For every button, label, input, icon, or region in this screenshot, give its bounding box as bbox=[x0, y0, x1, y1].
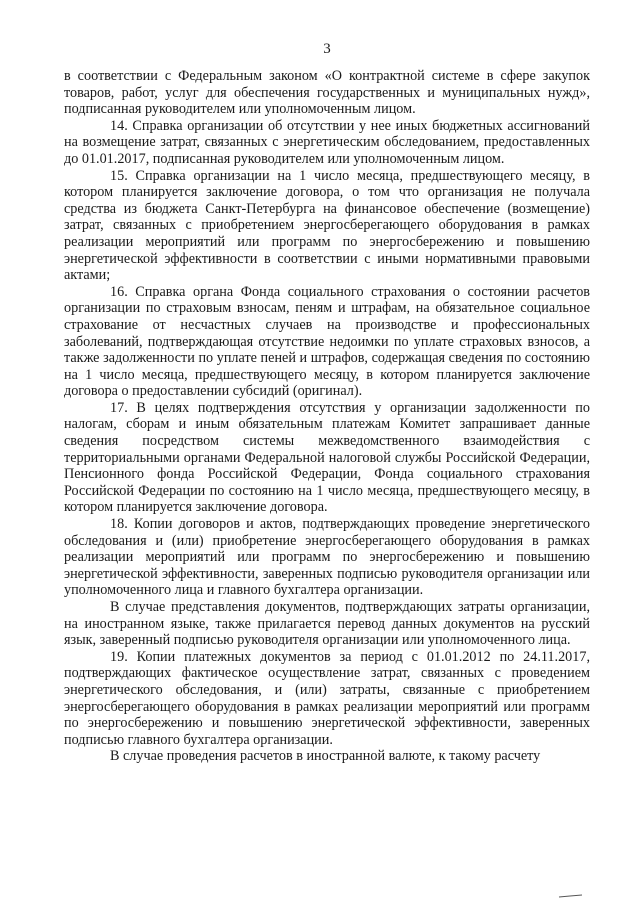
scan-mark-icon bbox=[558, 893, 584, 899]
page-number: 3 bbox=[323, 41, 331, 57]
document-page bbox=[64, 40, 590, 765]
paragraph-item-19: 19. Копии платежных документов за период с 01.01.2012 по 24.11.2017, подтверждающих фактическое осуществление затрат, связанных с проведением энергетического обследования, и (или) затраты, связанные с приобретением энергосберегающего оборудования в рамках реализации мероприятий или программ по энергосбережению и повышению энергетической эффективности, заверенных подписью главного бухгалтера организации. bbox=[64, 648, 590, 748]
paragraph-item-14: 14. Справка организации об отсутствии у нее иных бюджетных ассигнований на возмещение затрат, связанных с энергетическим обследованием, предоставленных до 01.01.2017, подписанная руководителем или уполномоченным лицом. bbox=[64, 117, 590, 167]
paragraph-currency-note: В случае проведения расчетов в иностранной валюте, к такому расчету bbox=[110, 748, 541, 765]
paragraph-continuation: в соответствии с Федеральным законом «О контрактной системе в сфере закупок товаров, работ, услуг для обеспечения государственных и муниципальных нужд», подписанная руководителем или уполномоченным лицом. bbox=[64, 68, 590, 118]
paragraph-item-15: 15. Справка организации на 1 число месяца, предшествующего месяцу, в котором планируется заключение договора, о том что организация не получала средства из бюджета Санкт-Петербурга на финансовое обеспечение (возмещение) затрат, связанных с приобретением энергосберегающего оборудования в рамках реализации мероприятий или программ по энергосбережению и повышению энергетической эффективности в соответствии с иными нормативными правовыми актами; bbox=[64, 167, 590, 284]
paragraph-translation-note: В случае представления документов, подтверждающих затраты организации, на иностранном языке, также прилагается перевод данных документов на русский язык, заверенный подписью руководителя организации или уполномоченного лица. bbox=[64, 599, 590, 649]
paragraph-item-17: 17. В целях подтверждения отсутствия у организации задолженности по налогам, сборам и иным обязательным платежам Комитет запрашивает данные сведения посредством системы межведомственного взаимодействия с территориальными органами Федеральной налоговой службы Российской Федерации, Пенсионного фонда Российской Федерации, Фонда социального страхования Российской Федерации по состоянию на 1 число месяца, предшествующего месяцу, в котором планируется заключение договора. bbox=[64, 399, 590, 516]
paragraph-item-16: 16. Справка органа Фонда социального страхования о состоянии расчетов организации по страховым взносам, пеням и штрафам, на обязательное социальное страхование от несчастных случаев на производстве и профессиональных заболеваний, подтверждающая отсутствие недоимки по уплате страховых взносов, а также задолженности по уплате пеней и штрафов, содержащая сведения по состоянию на 1 число месяца, предшествующего месяцу, в котором планируется заключение договора о предоставлении субсидий (оригинал). bbox=[64, 283, 590, 400]
paragraph-item-18: 18. Копии договоров и актов, подтверждающих проведение энергетического обследования и (или) приобретение энергосберегающего оборудования в рамках реализации мероприятий или программ по энергосбережению и повышению энергетической эффективности, заверенных подписью руководителя организации или уполномоченного лица и главного бухгалтера организации. bbox=[64, 516, 590, 599]
